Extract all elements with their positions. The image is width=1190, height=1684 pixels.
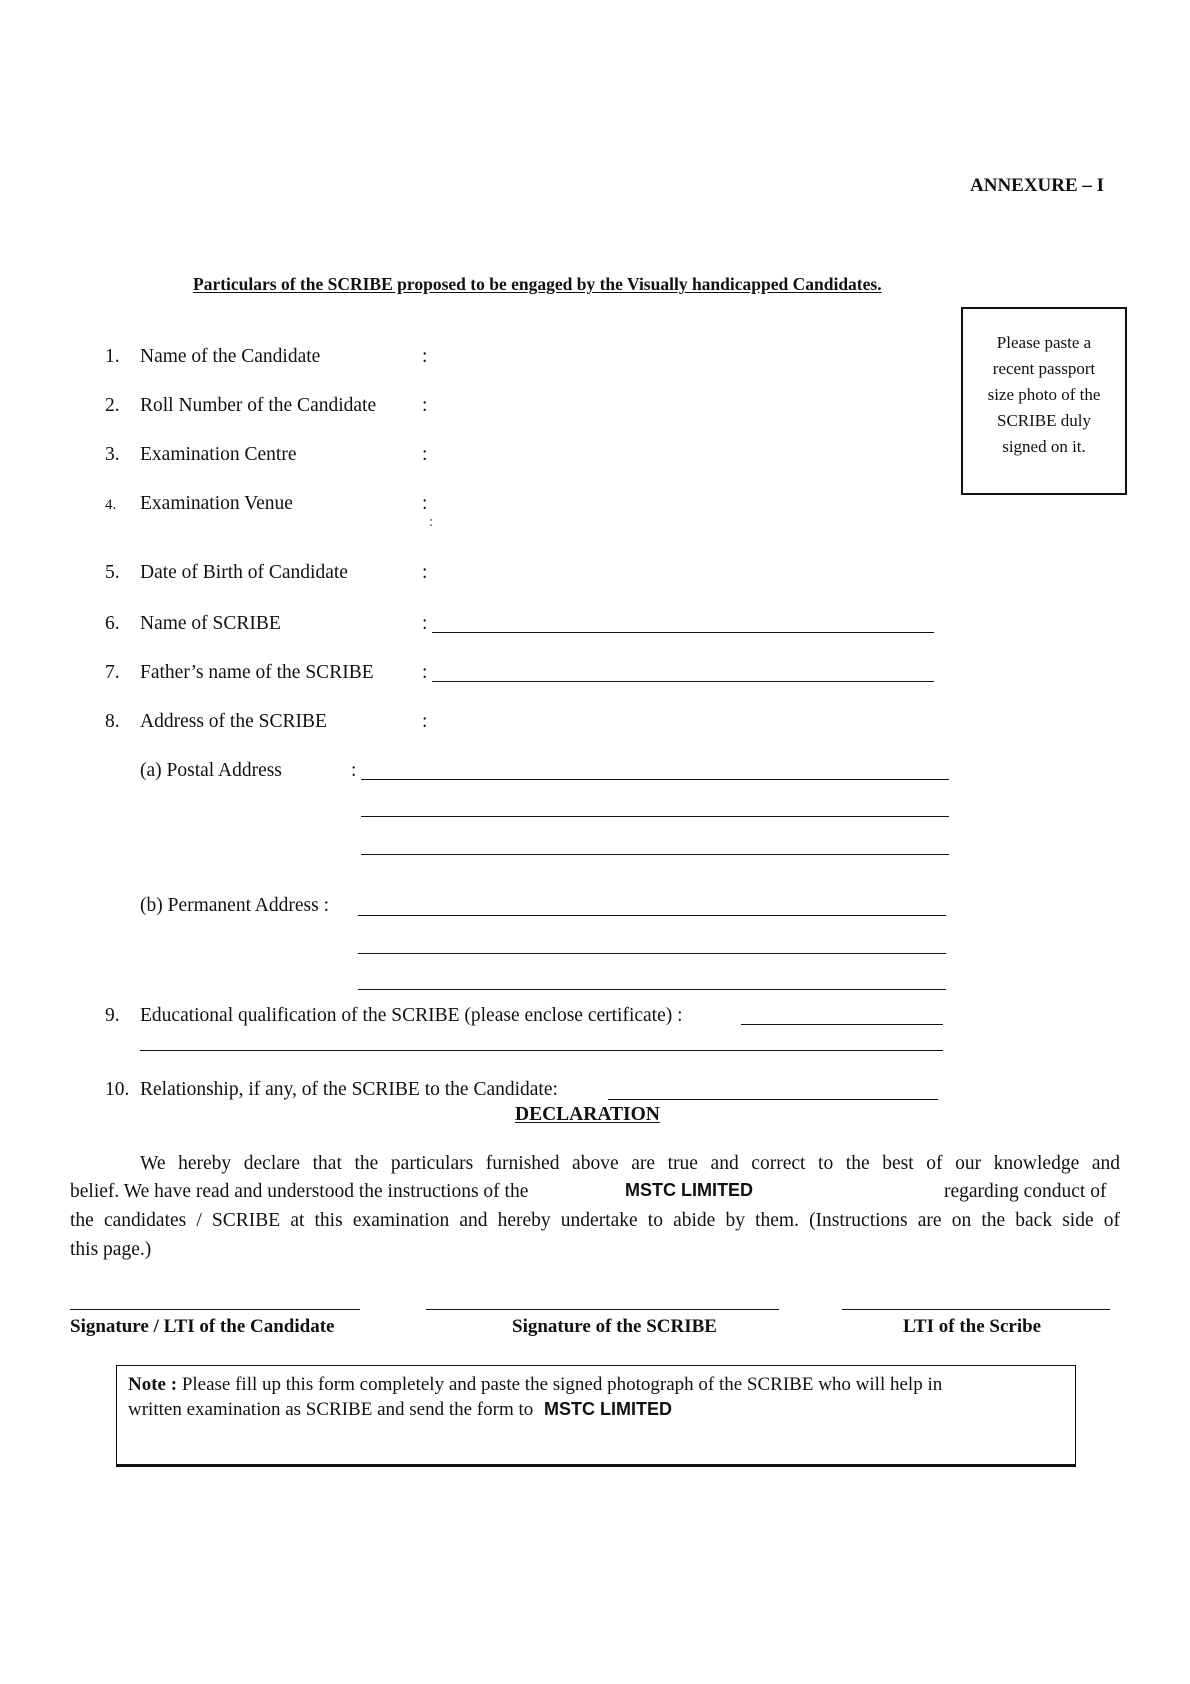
postal-address-label: (a) Postal Address — [140, 760, 282, 781]
item-number: 9. — [105, 1005, 120, 1026]
field-colon: : — [422, 662, 428, 683]
field-label: Examination Centre — [140, 444, 297, 465]
item-number: 8. — [105, 711, 120, 732]
field-label: Name of the Candidate — [140, 346, 321, 367]
declaration-line: belief. We have read and understood the instructions of the — [70, 1181, 529, 1202]
permanent-address-input-line[interactable] — [358, 989, 946, 990]
permanent-address-input-line[interactable] — [358, 953, 946, 954]
item-number: 10. — [105, 1079, 130, 1100]
item-number: 7. — [105, 662, 120, 683]
permanent-address-label: (b) Permanent Address : — [140, 895, 330, 916]
field-colon: : — [351, 760, 357, 781]
item-number: 5. — [105, 562, 120, 583]
organization-name: MSTC LIMITED — [625, 1180, 753, 1200]
item-number: 4. — [105, 497, 117, 513]
note-line: written examination as SCRIBE and send the form to — [128, 1399, 534, 1420]
signature-line[interactable] — [70, 1309, 360, 1310]
note-line: Please fill up this form completely and paste the signed photograph of the SCRIBE who will help in — [181, 1374, 943, 1395]
note-label: Note : — [128, 1374, 178, 1395]
field-colon: : — [422, 395, 428, 416]
declaration-line: this page.) — [70, 1239, 152, 1260]
field-label: Name of SCRIBE — [140, 613, 281, 634]
field-colon: : — [422, 346, 428, 367]
note-text — [128, 1397, 672, 1422]
scribe-name-input-line[interactable] — [432, 632, 934, 633]
field-colon: : — [429, 514, 434, 530]
field-colon: : — [422, 711, 428, 732]
field-label: Relationship, if any, of the SCRIBE to the Candidate: — [140, 1079, 558, 1100]
photo-box-text: SCRIBE duly — [997, 411, 1091, 430]
field-colon: : — [422, 493, 428, 514]
photo-box[interactable] — [961, 307, 1127, 495]
permanent-address-input-line[interactable] — [358, 915, 946, 916]
postal-address-input-line[interactable] — [361, 816, 949, 817]
declaration-heading: DECLARATION — [515, 1104, 660, 1125]
item-number: 1. — [105, 346, 120, 367]
signature-label: Signature / LTI of the Candidate — [70, 1316, 335, 1337]
declaration-line: We hereby declare that the particulars furnished above are true and correct to the best of our knowledge and — [140, 1153, 1120, 1174]
note-text — [128, 1372, 942, 1397]
item-number: 3. — [105, 444, 120, 465]
annexure-label: ANNEXURE – I — [970, 175, 1105, 196]
signature-line[interactable] — [426, 1309, 779, 1310]
declaration-line: the candidates / SCRIBE at this examination and hereby undertake to abide by them. (Instructions are on the back side of — [70, 1210, 1120, 1231]
field-label: Examination Venue — [140, 493, 293, 514]
signature-label: LTI of the Scribe — [903, 1316, 1042, 1337]
field-colon: : — [422, 562, 428, 583]
postal-address-input-line[interactable] — [361, 854, 949, 855]
declaration-line: regarding conduct of — [944, 1181, 1107, 1202]
signature-line[interactable] — [842, 1309, 1110, 1310]
field-colon: : — [422, 613, 428, 634]
photo-box-text: signed on it. — [1002, 437, 1086, 456]
field-label: Educational qualification of the SCRIBE (please enclose certificate) : — [140, 1005, 683, 1026]
field-colon: : — [422, 444, 428, 465]
photo-box-text: Please paste a — [996, 333, 1092, 352]
photo-box-text: size photo of the — [987, 385, 1101, 404]
postal-address-input-line[interactable] — [361, 779, 949, 780]
field-label: Address of the SCRIBE — [140, 711, 327, 732]
education-input-line[interactable] — [140, 1050, 943, 1051]
form-title: Particulars of the SCRIBE proposed to be engaged by the Visually handicapped Candidates. — [193, 274, 882, 294]
field-label: Roll Number of the Candidate — [140, 395, 377, 416]
signature-label: Signature of the SCRIBE — [512, 1316, 717, 1337]
item-number: 2. — [105, 395, 120, 416]
father-name-input-line[interactable] — [432, 681, 934, 682]
photo-box-text: recent passport — [992, 359, 1096, 378]
organization-name: MSTC LIMITED — [544, 1399, 673, 1419]
field-label: Father’s name of the SCRIBE — [140, 662, 374, 683]
relationship-input-line[interactable] — [608, 1099, 938, 1100]
education-input-line[interactable] — [741, 1024, 943, 1025]
field-label: Date of Birth of Candidate — [140, 562, 348, 583]
item-number: 6. — [105, 613, 120, 634]
